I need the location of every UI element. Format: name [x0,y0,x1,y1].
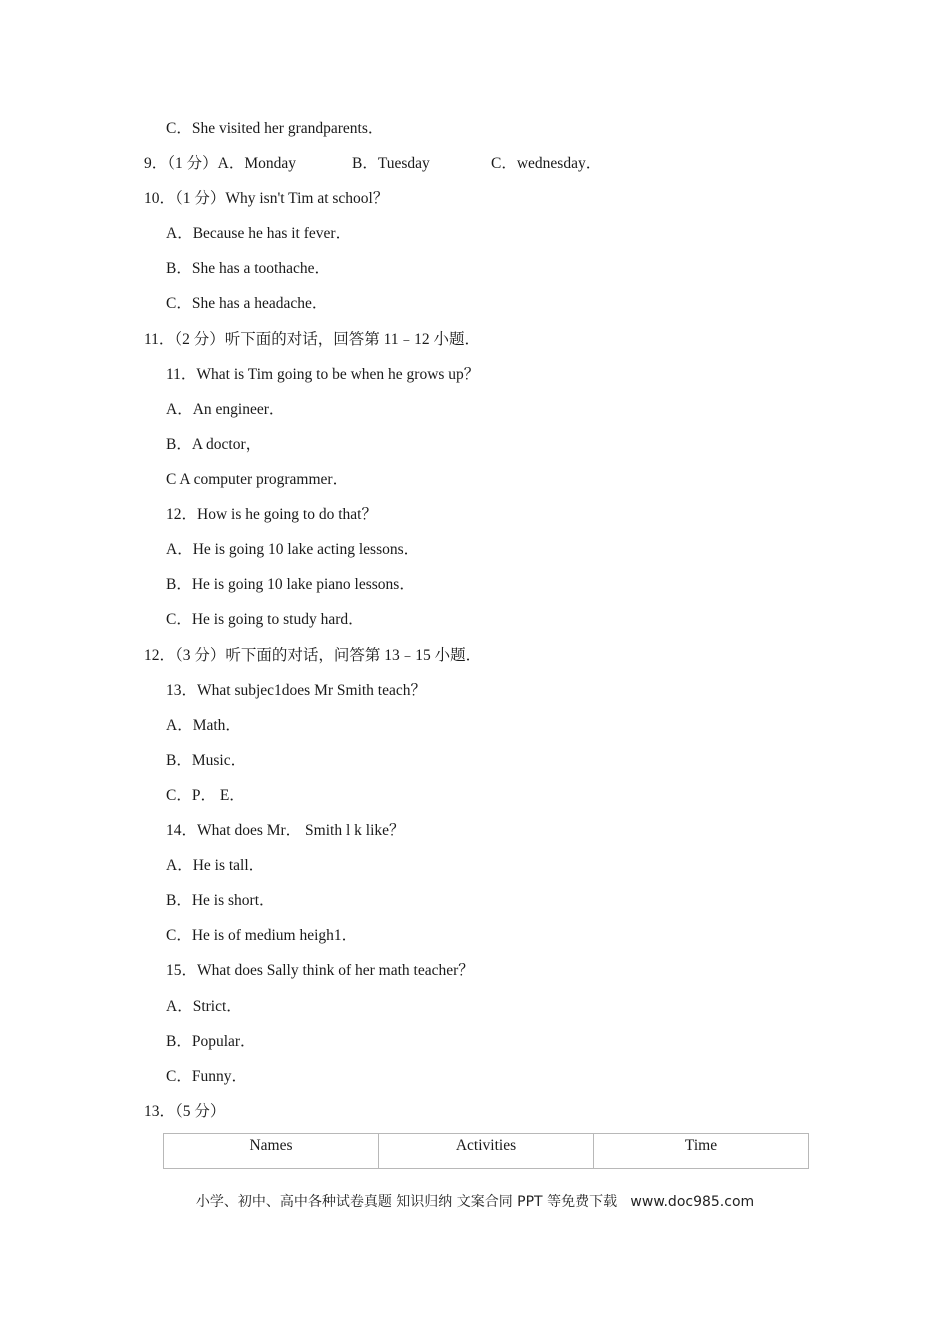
q8-option-c: C．She visited her grandparents． [166,120,384,137]
q12-sub13-option-b: B．Music． [166,752,247,769]
q10-question: 10．（1 分）Why isn't Tim at school？ [144,190,389,207]
q11-sub11-option-b: B．A doctor， [166,436,262,453]
q9-option-b: B．Tuesday [352,155,430,172]
q11-sub11-question: 11．What is Tim going to be when he grows up？ [166,366,480,383]
answer-table [163,1133,809,1169]
q10-option-c: C．She has a headache． [166,295,328,312]
table-header-activities: Activities [379,1134,594,1169]
table-header-names: Names [164,1134,379,1169]
q12-sub15-option-c: C．Funny． [166,1068,247,1085]
q11-sub11-option-c: C A computer programmer． [166,471,349,488]
q12-sub15-option-b: B．Popular． [166,1033,256,1050]
page-footer: 小学、初中、高中各种试卷真题 知识归纳 文案合同 PPT 等免费下载 www.doc985.com [195,1194,755,1210]
q11-instruction: 11．（2 分）听下面的对话，回答第 11﹣12 小题． [144,331,480,348]
q13-header: 13．（5 分） [144,1103,226,1120]
q12-sub13-option-c: C．P． E． [166,787,245,804]
q11-sub12-option-b: B．He is going 10 lake piano lessons． [166,576,415,593]
q11-sub12-option-c: C．He is going to study hard． [166,611,364,628]
q12-sub15-question: 15．What does Sally think of her math teacher？ [166,962,474,979]
q12-sub14-question: 14．What does Mr． Smith l k like？ [166,822,405,839]
q12-sub15-option-a: A．Strict． [166,998,242,1015]
q9-option-c: C．wednesday． [491,155,602,172]
q11-sub11-option-a: A．An engineer． [166,401,285,418]
q11-sub12-question: 12．How is he going to do that？ [166,506,377,523]
q10-option-a: A．Because he has it fever． [166,225,352,242]
q10-option-b: B．She has a toothache． [166,260,331,277]
q12-sub14-option-b: B．He is short． [166,892,275,909]
q12-instruction: 12．（3 分）听下面的对话，问答第 13﹣15 小题． [144,647,482,664]
q11-sub12-option-a: A．He is going 10 lake acting lessons． [166,541,420,558]
q9-option-a: 9．（1 分）A．Monday [144,155,296,172]
table-header-row [164,1134,809,1169]
table-header-time: Time [594,1134,809,1169]
q12-sub14-option-a: A．He is tall． [166,857,265,874]
q12-sub13-question: 13．What subjec1does Mr Smith teach？ [166,682,427,699]
q12-sub13-option-a: A．Math． [166,717,241,734]
q12-sub14-option-c: C．He is of medium heigh1． [166,927,358,944]
